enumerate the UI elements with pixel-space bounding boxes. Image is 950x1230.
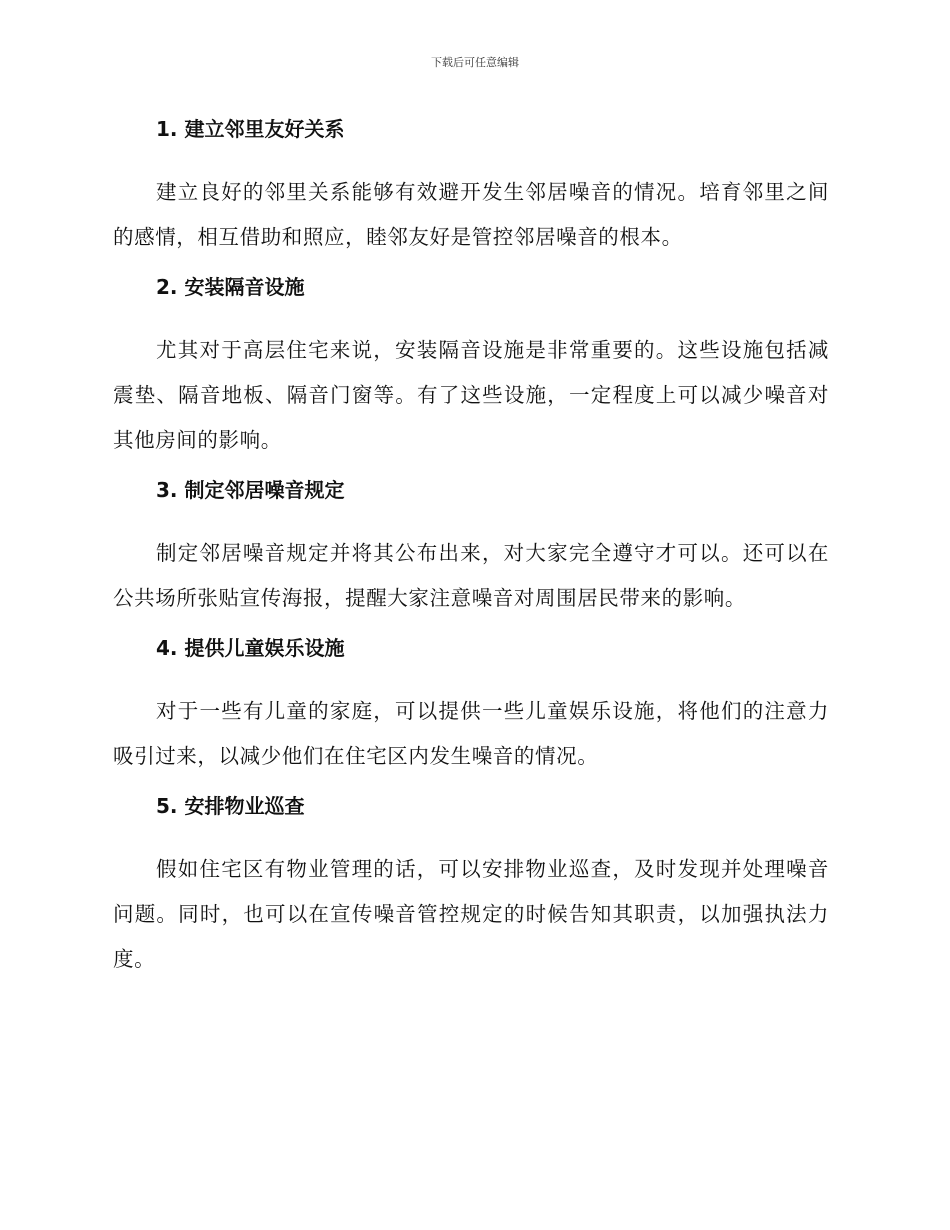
section-paragraph: 假如住宅区有物业管理的话，可以安排物业巡查，及时发现并处理噪音问题。同时，也可以在宣传噪音管控规定的时候告知其职责，以加强执法力度。 [113, 857, 829, 971]
section-paragraph: 尤其对于高层住宅来说，安装隔音设施是非常重要的。这些设施包括减震垫、隔音地板、隔音门窗等。有了这些设施，一定程度上可以减少噪音对其他房间的影响。 [113, 338, 829, 452]
section-heading: 5. 安排物业巡查 [156, 794, 305, 818]
section-4 [113, 633, 829, 791]
document-body [113, 114, 829, 982]
section-paragraph: 建立良好的邻里关系能够有效避开发生邻居噪音的情况。培育邻里之间的感情，相互借助和照应，睦邻友好是管控邻居噪音的根本。 [113, 180, 829, 249]
section-paragraph: 对于一些有儿童的家庭，可以提供一些儿童娱乐设施，将他们的注意力吸引过来，以减少他们在住宅区内发生噪音的情况。 [113, 699, 829, 768]
section-2 [113, 272, 829, 475]
section-heading: 1. 建立邻里友好关系 [156, 117, 345, 141]
section-paragraph: 制定邻居噪音规定并将其公布出来，对大家完全遵守才可以。还可以在公共场所张贴宣传海报，提醒大家注意噪音对周围居民带来的影响。 [113, 541, 829, 610]
section-1 [113, 114, 829, 272]
section-heading: 2. 安装隔音设施 [156, 275, 305, 299]
section-5 [113, 791, 829, 982]
section-heading: 3. 制定邻居噪音规定 [156, 478, 345, 502]
section-3 [113, 475, 829, 633]
header-note: 下载后可任意编辑 [431, 56, 519, 69]
section-heading: 4. 提供儿童娱乐设施 [156, 636, 345, 660]
